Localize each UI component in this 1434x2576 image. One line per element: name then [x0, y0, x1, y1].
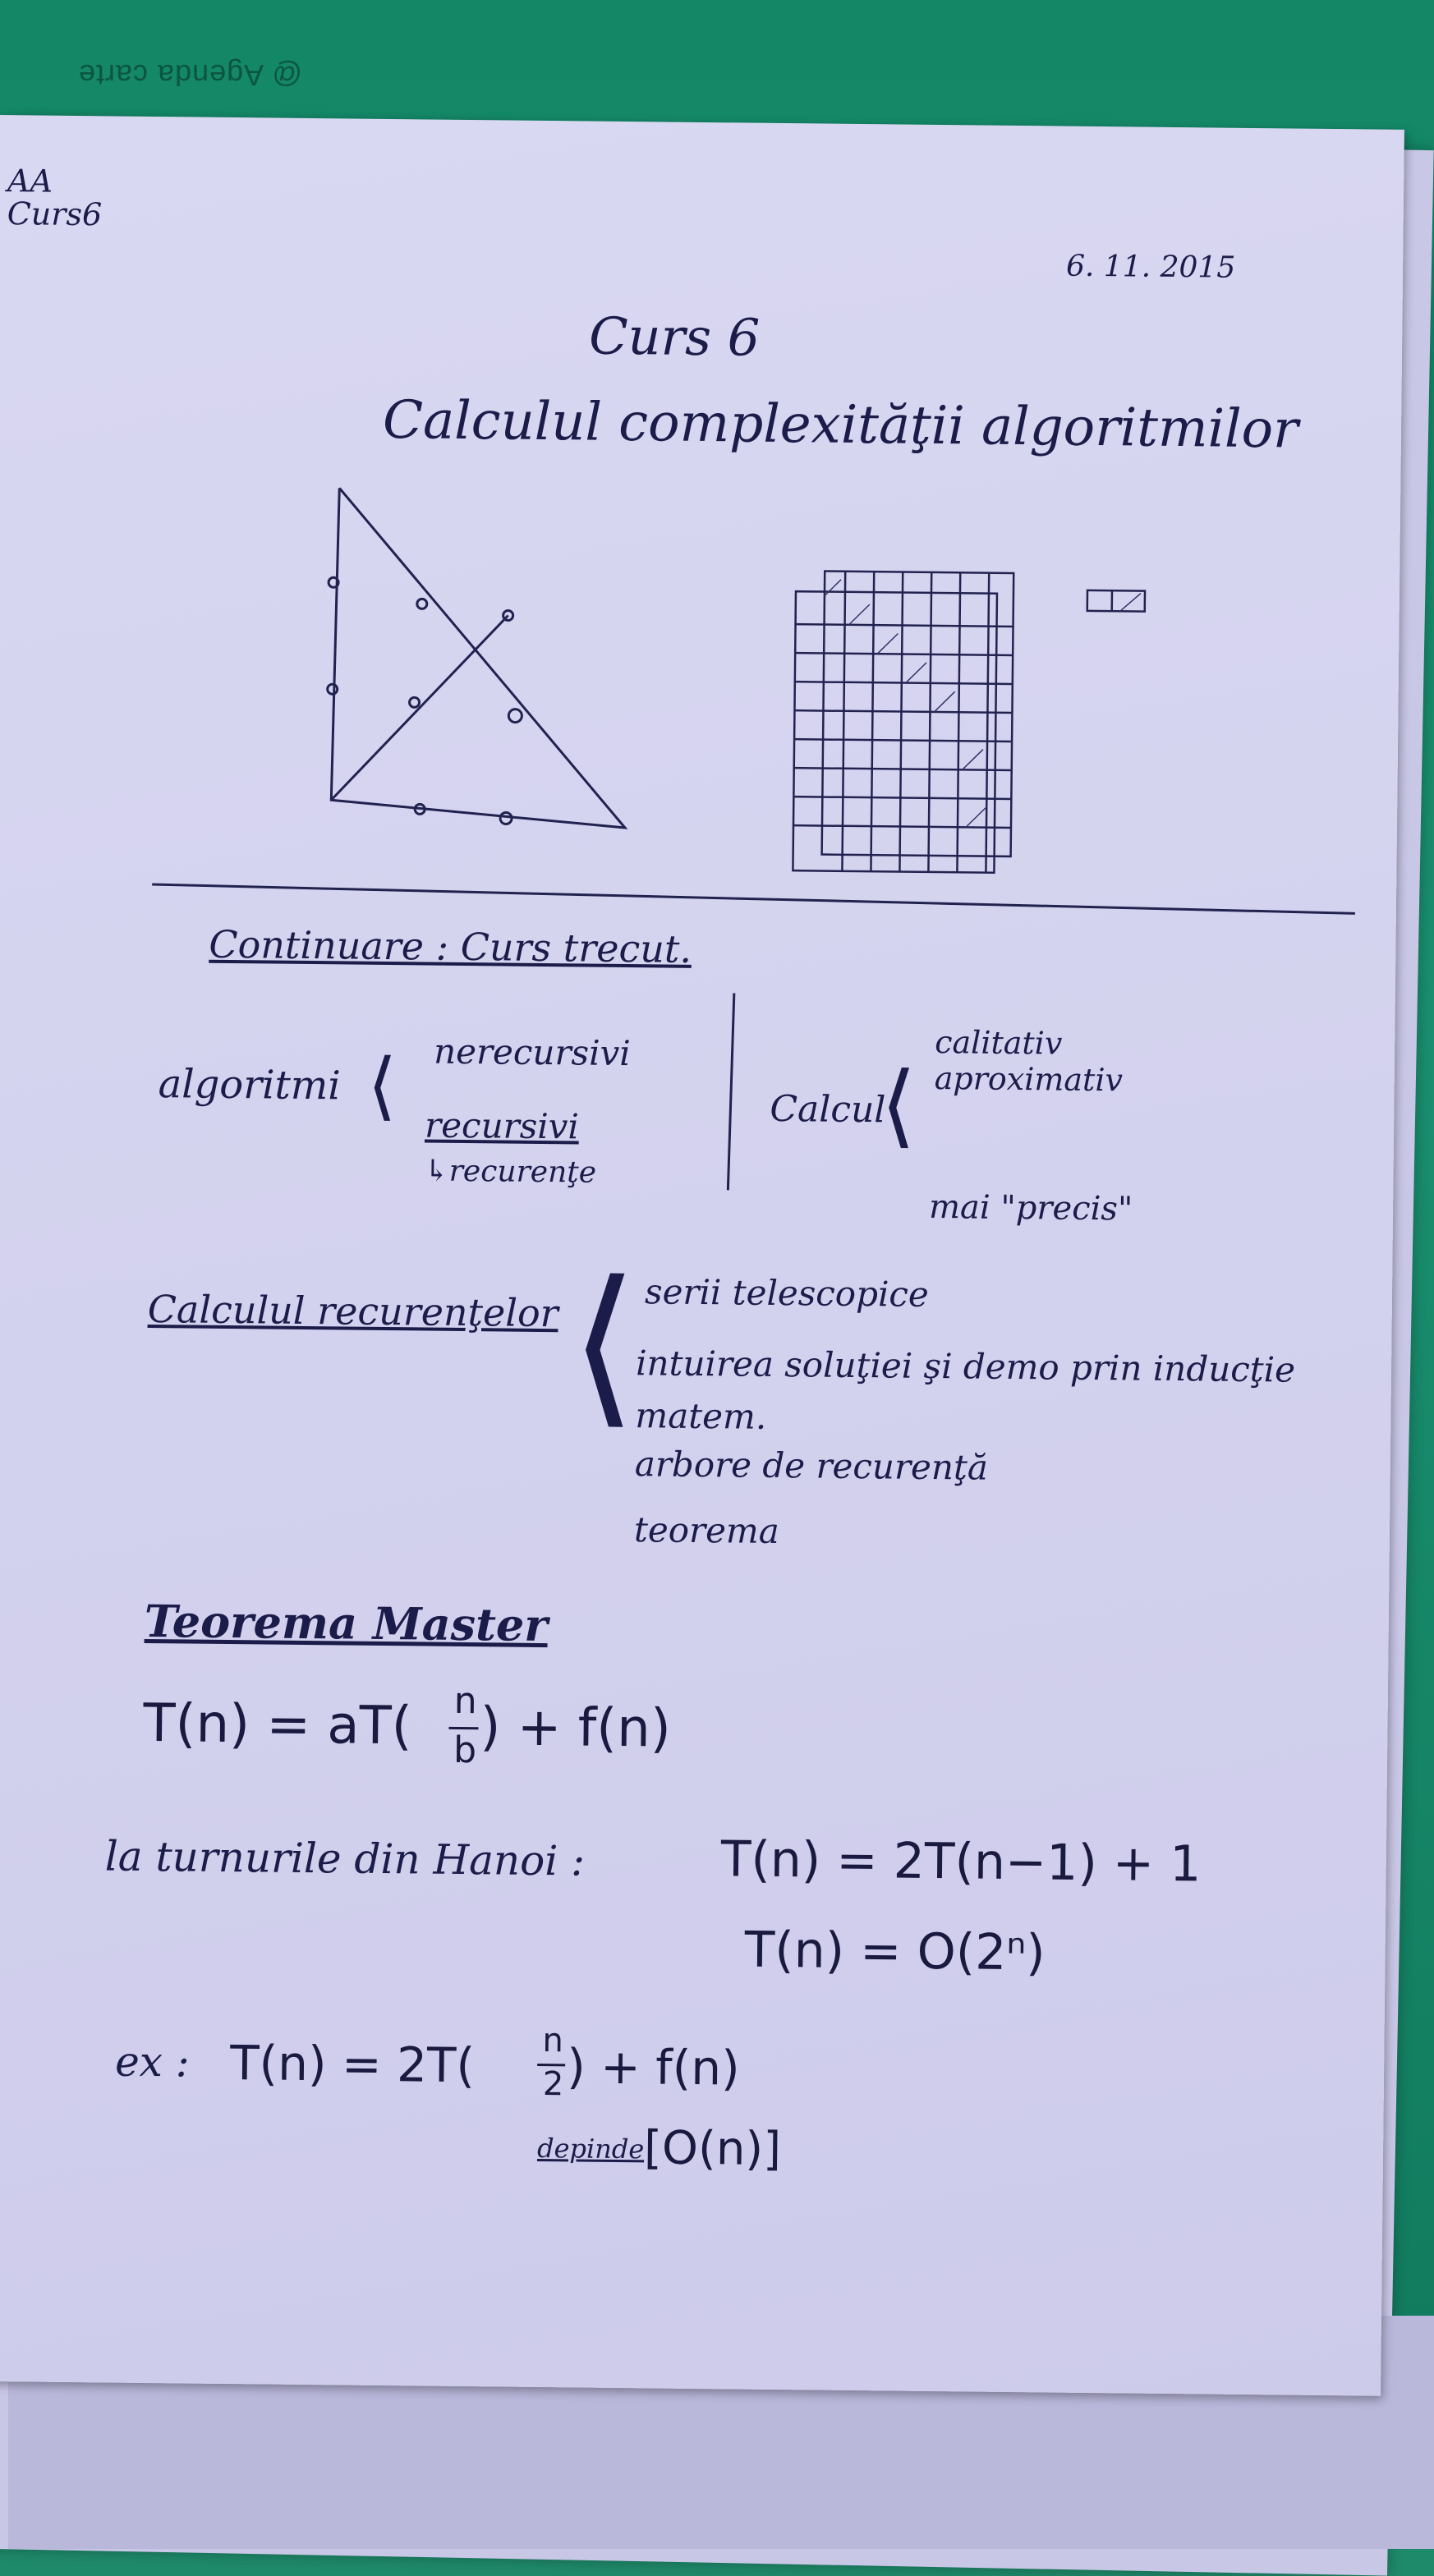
calcul-option-precise: mai "precis": [929, 1188, 1133, 1228]
calcul-brace: ⟨: [880, 1052, 917, 1157]
master-formula-left: T(n) = aT(: [143, 1693, 412, 1756]
recurrences-brace: ⟨: [569, 1258, 638, 1431]
master-formula: [143, 1677, 801, 1782]
example-prefix: ex :: [115, 2038, 190, 2087]
calcul-label: Calcul: [770, 1088, 886, 1131]
folder-label: @ Agenda carte: [78, 57, 302, 92]
example-eq-right: ) + f(n): [567, 2038, 740, 2096]
notebook-page: [0, 115, 1404, 2396]
example-bracket: [O(n)]: [644, 2121, 782, 2176]
example-note: depinde: [537, 2133, 645, 2165]
hanoi-equation-complexity: T(n) = O(2ⁿ): [744, 1922, 1046, 1982]
hanoi-equation-recurrence: T(n) = 2T(n−1) + 1: [720, 1830, 1201, 1893]
example-frac-den: 2: [543, 2065, 564, 2103]
continuation-heading: Continuare : Curs trecut.: [209, 922, 692, 971]
date: 6. 11. 2015: [1066, 250, 1236, 285]
corner-course-label: AA Curs6: [7, 164, 131, 232]
course-title: Curs 6: [589, 306, 761, 368]
example-formula: [115, 2014, 855, 2119]
algorithms-option-recursive: recursivi: [425, 1104, 579, 1146]
recurrences-heading: Calculul recurenţelor: [148, 1287, 558, 1335]
master-formula-right: ) + f(n): [480, 1697, 671, 1759]
algorithms-option-nonrecursive: nerecursivi: [434, 1031, 631, 1074]
column-divider: [0, 115, 1404, 1279]
recurrence-method-telescopic: serii telescopice: [645, 1271, 929, 1315]
master-formula-den: b: [453, 1729, 476, 1771]
master-formula-num: n: [454, 1680, 477, 1722]
hanoi-label: la turnurile din Hanoi :: [104, 1832, 585, 1885]
page-title: Calculul complexităţii algoritmilor: [383, 390, 1298, 461]
calcul-option-qualitative: calitativ aproximativ: [935, 1024, 1182, 1099]
algorithms-option-recurrences: ↳recurenţe: [424, 1154, 596, 1189]
master-theorem-heading: Teorema Master: [144, 1595, 548, 1651]
example-eq-left: T(n) = 2T(: [230, 2035, 476, 2093]
algorithms-brace: ⟨: [367, 1043, 397, 1129]
recurrence-method-theorem: teorema: [634, 1509, 779, 1551]
example-frac-num: n: [542, 2022, 563, 2059]
recurrence-method-induction: intuirea soluţiei şi demo prin inducţie matem.: [635, 1337, 1400, 1450]
algorithms-label: algoritmi: [158, 1061, 341, 1109]
recurrence-method-tree: arbore de recurenţă: [635, 1444, 989, 1488]
